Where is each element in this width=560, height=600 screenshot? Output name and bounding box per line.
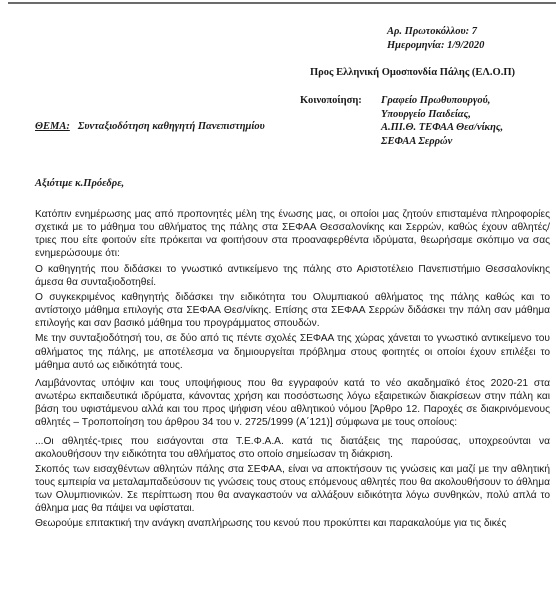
cc-line: ΣΕΦΑΑ Σερρών [381,136,453,147]
recipient: Προς Ελληνική Ομοσπονδία Πάλης (ΕΛ.Ο.Π) [310,67,516,78]
cc-label: Κοινοποίηση: [300,95,362,106]
paragraph: Θεωρούμε επιτακτική την ανάγκη αναπλήρωσης του κενού που προκύπτει και παρακαλούμε για τις δικές [35,518,507,530]
cc-line: Α.ΠΙ.Θ. ΤΕΦΑΑ Θεσ/νίκης, [381,122,504,133]
paragraph: Ο συγκεκριμένος καθηγητής διδάσκει την ειδικότητα του Ολυμπιακού αθλήματος της πάλης καθώς και το αντίστοιχο μάθημα επιλογής στα ΣΕΦΑΑ Θεσ/νίκης. Επίσης στα ΣΕΦΑΑ Σερρών διδάσκει την πάλη σαν μάθημα επιλογής και σαν βασικό μάθημα του προγράμματος σπουδών. [35,291,550,330]
paragraph: Σκοπός των εισαχθέντων αθλητών πάλης στα ΣΕΦΑΑ, είναι να αποκτήσουν τις γνώσεις και μαζί με την αθλητική τους εμπειρία να μεταλαμπαδεύσουν τις γνώσεις τους στους επόμενους αθλητές που θα ακολουθήσουν το άθλημα των Ολυμπιονικών. Σε περίπτωση που θα αναγκαστούν να αλλάξουν ειδικότητα λόγω συνθηκών, πολύ απλά το άθλημα μας θα πάψει να υφίσταται. [35,463,550,515]
paragraph: Με την συνταξιοδότησή του, σε δύο από τις πέντε σχολές ΣΕΦΑΑ της χώρας χάνεται το γνωστικό αντικείμενο του αθλήματος της πάλης, με αποτέλεσμα να δημιουργείται πρόβλημα στους φοιτητές οι οποίοι έχουν επιλέξει το μάθημα αυτό ως ειδικότητά τους. [35,333,550,371]
cc-line: Υπουργείο Παιδείας, [381,109,471,120]
greeting: Αξιότιμε κ.Πρόεδρε, [35,178,125,189]
protocol-number: Αρ. Πρωτοκόλλου: 7 [387,26,477,37]
subject-text: Συνταξιοδότηση καθηγητή Πανεπιστημίου [77,121,265,132]
document-date: Ημερομηνία: 1/9/2020 [387,40,485,51]
subject-line [35,121,265,132]
paragraph: Ο καθηγητής που διδάσκει το γνωστικό αντικείμενο της πάλης στο Αριστοτέλειο Πανεπιστήμιο Θεσσαλονίκης άμεσα θα συνταξιοδοτηθεί. [35,263,550,288]
top-rule [8,2,556,4]
paragraph: Λαμβάνοντας υπόψιν και τους υποψήφιους που θα εγγραφούν κατά το νέο ακαδημαϊκό έτος 2020-21 στα ανωτέρω εκπαιδευτικά ιδρύματα, κάνοντας χρήση και ποσόστωσης λόγω εξαιρετικών διακρίσεων στην πάλη και βάση του υφιστάμενου αλλά και του προς ψήφιση νέου αθλητικού νόμου [Άρθρο 12. Παροχές σε διακρινόμενους αθλητές – Τροποποίηση του άρθρου 34 του ν. 2725/1999 (Α΄121)] σύμφωνα με τους οποίους: [35,377,550,429]
subject-label: ΘΕΜΑ: [35,121,70,132]
paragraph: Κατόπιν ενημέρωσης μας από προπονητές μέλη της ένωσης μας, οι οποίοι μας ζητούν επισταμένα πληροφορίες σχετικά με το μάθημα του αθλήματος της πάλης στα ΣΕΦΑΑ Θεσσαλονίκης και Σερρών, καθώς έχουν αθλητές/τριες που είτε φοιτούν είτε πρόκειται να φοιτήσουν στα προαναφερθέντα ιδρύματα, θεωρήσαμε σκόπιμο να σας ενημερώσουμε ότι: [35,209,550,260]
cc-line: Γραφείο Πρωθυπουργού, [381,95,491,106]
letter-body [35,208,550,533]
paragraph: ...Οι αθλητές-τριες που εισάγονται στα Τ.Ε.Φ.Α.Α. κατά τις διατάξεις της παρούσας, υποχρεούνται να ακολουθήσουν την ειδικότητα του αθλήματος στο οποίο σημείωσαν τη διάκριση. [35,435,550,460]
